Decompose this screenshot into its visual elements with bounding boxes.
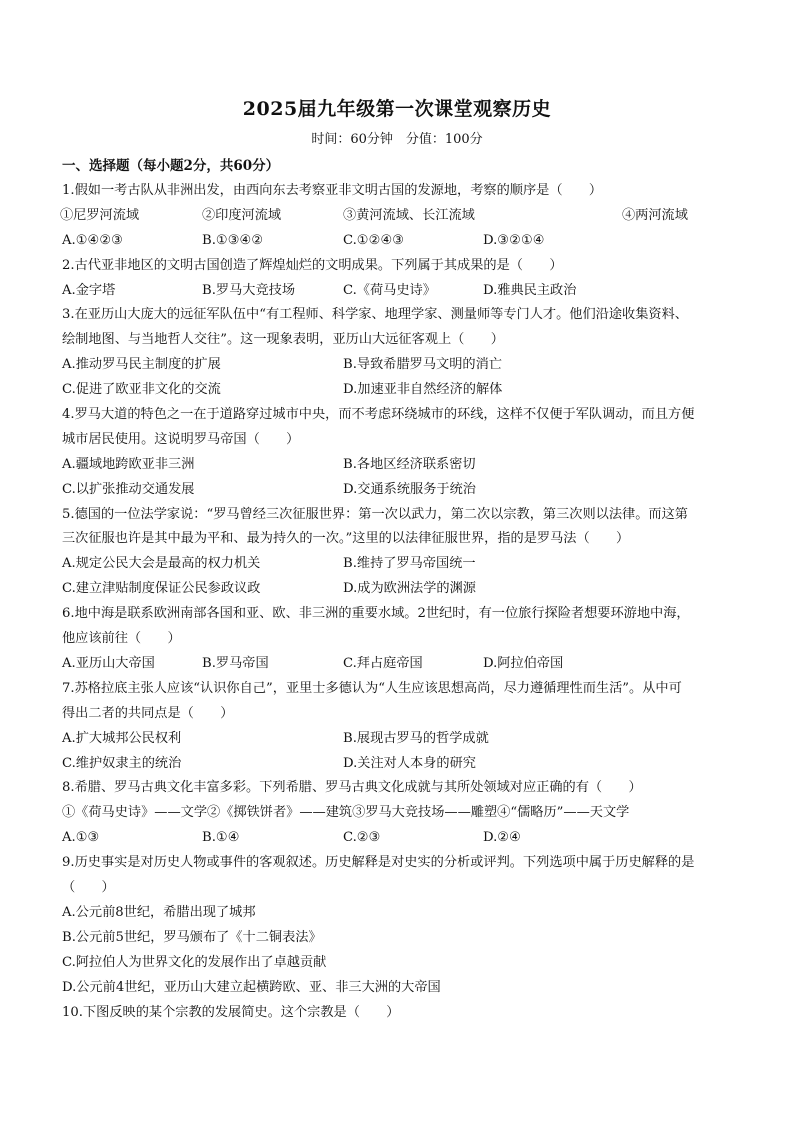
option-c: C.以扩张推动交通发展 [62,481,195,497]
option-a: A.疆域地跨欧亚非三洲 [62,456,195,472]
option-d: D.交通系统服务于统治 [343,481,476,497]
answer-options [62,552,742,577]
option-c: C.维护奴隶主的统治 [62,755,182,771]
region-item: ④两河流域 [622,207,688,223]
question-stem: 3.在亚历山大庞大的远征军队伍中“有工程师、科学家、地理学家、测量师等专门人才。他们沿途收集资料、 [62,307,688,323]
option-d: D.加速亚非自然经济的解体 [343,382,503,398]
question-4 [62,403,742,503]
question-stem: 6.地中海是联系欧洲南部各国和亚、欧、非三洲的重要水域。2世纪时，有一位旅行探险者想要环游地中海， [62,606,690,622]
option-c: C.《荷马史诗》 [343,282,436,298]
question-stem: 9.历史事实是对历史人物或事件的客观叙述。历史解释是对史实的分析或评判。下列选项中属于历史解释的是 [62,855,695,871]
option-c: C.拜占庭帝国 [343,655,423,671]
question-10 [62,1001,742,1026]
option-d: D.成为欧洲法学的渊源 [343,581,476,597]
exam-title: 2025届九年级第一次课堂观察历史 [242,98,552,120]
question-stem: 城市居民使用。这说明罗马帝国（ ） [62,431,300,447]
question-stem: 10.下图反映的某个宗教的发展简史。这个宗教是（ ） [62,1004,400,1020]
option-a: A.金字塔 [62,282,116,298]
option-a: A.①③ [62,830,100,846]
option-c: C.①②④③ [343,232,405,248]
question-9 [62,851,742,1000]
question-6 [62,602,742,677]
region-item: ③黄河流域、长江流域 [343,207,475,223]
region-item: ①尼罗河流域 [60,207,140,223]
option-b: B.①④ [202,830,240,846]
question-stem: 5.德国的一位法学家说：“罗马曾经三次征服世界：第一次以武力，第二次以宗教，第三次则以法律。而这第 [62,506,688,522]
option-b: B.各地区经济联系密切 [343,456,476,472]
question-stem: 他应该前往（ ） [62,631,181,647]
question-stem: 1.假如一考古队从非洲出发，由西向东去考察亚非文明古国的发源地，考察的顺序是（ ） [62,182,603,198]
answer-options [62,577,742,602]
answer-options [62,478,742,503]
option-a: A.公元前8世纪，希腊出现了城邦 [62,904,256,920]
option-b: B.导致希腊罗马文明的消亡 [343,357,502,373]
exam-content [62,154,742,1026]
exam-time-score: 时间：60分钟 分值：100分 [311,132,483,147]
option-a: A.推动罗马民主制度的扩展 [62,357,221,373]
option-c: C.②③ [343,830,381,846]
question-stem: 7.苏格拉底主张人应该“认识你自己”，亚里士多德认为“人生应该思想高尚，尽力遵循理性而生活”。从中可 [62,680,682,696]
option-a: A.①④②③ [62,232,124,248]
region-item: ②印度河流域 [202,207,282,223]
answer-options [62,229,742,254]
question-stem: 8.希腊、罗马古典文化丰富多彩。下列希腊、罗马古典文化成就与其所处领域对应正确的有（ ） [62,780,642,796]
question-2 [62,254,742,304]
question-3 [62,303,742,403]
question-5 [62,503,742,603]
option-d: D.③②①④ [483,232,545,248]
region-list [62,204,742,229]
question-stem: 绘制地图、与当地哲人交往”。这一现象表明，亚历山大远征客观上（ ） [62,332,504,348]
option-b: B.①③④② [202,232,264,248]
answer-options [62,279,742,304]
answer-options [62,353,742,378]
option-d: D.阿拉伯帝国 [483,655,564,671]
answer-options [62,752,742,777]
option-a: A.规定公民大会是最高的权力机关 [62,556,261,572]
option-a: A.扩大城邦公民权利 [62,730,182,746]
option-b: B.维持了罗马帝国统一 [343,556,476,572]
option-b: B.罗马大竞技场 [202,282,296,298]
section-heading: 一、选择题（每小题2分，共60分） [62,158,280,174]
question-stem: 4.罗马大道的特色之一在于道路穿过城市中央，而不考虑环绕城市的环线，这样不仅便于军队调动，而且方便 [62,406,695,422]
option-b: B.罗马帝国 [202,655,269,671]
question-stem: ①《荷马史诗》——文学②《掷铁饼者》——建筑③罗马大竞技场——雕塑④“儒略历”——天文学 [62,805,630,821]
option-b: B.公元前5世纪，罗马颁布了《十二铜表法》 [62,929,322,945]
question-7 [62,677,742,777]
question-stem: （ ） [62,880,115,896]
option-d: D.雅典民主政治 [483,282,577,298]
question-stem: 三次征服也许是其中最为平和、最为持久的一次。”这里的以法律征服世界，指的是罗马法（ ） [62,531,630,547]
option-c: C.建立津贴制度保证公民参政议政 [62,581,261,597]
question-stem: 2.古代亚非地区的文明古国创造了辉煌灿烂的文明成果。下列属于其成果的是（ ） [62,257,563,273]
option-c: C.阿拉伯人为世界文化的发展作出了卓越贡献 [62,954,327,970]
answer-options [62,826,742,851]
question-8 [62,776,742,851]
option-b: B.展现古罗马的哲学成就 [343,730,489,746]
option-d: D.②④ [483,830,521,846]
answer-options [62,727,742,752]
answer-options [62,652,742,677]
option-d: D.公元前4世纪，亚历山大建立起横跨欧、亚、非三大洲的大帝国 [62,979,441,995]
question-1 [62,179,742,254]
question-stem: 得出二者的共同点是（ ） [62,705,234,721]
option-a: A.亚历山大帝国 [62,655,155,671]
answer-options [62,453,742,478]
option-c: C.促进了欧亚非文化的交流 [62,382,221,398]
option-d: D.关注对人本身的研究 [343,755,476,771]
answer-options [62,378,742,403]
